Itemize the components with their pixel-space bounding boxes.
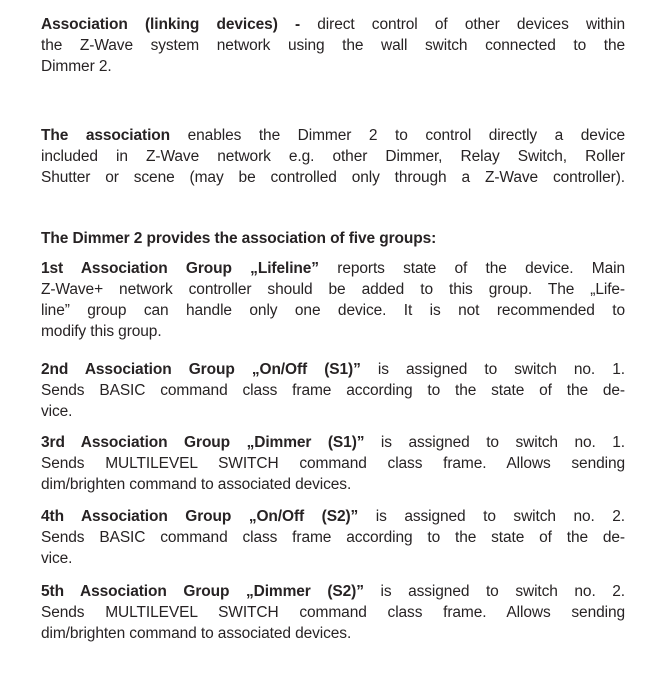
text-line	[41, 581, 625, 602]
text-run: vice.	[41, 550, 73, 567]
text-run: vice.	[41, 403, 73, 420]
text-run: reports state of the device. Main	[318, 260, 626, 277]
bold-run: 1st Association Group „Lifeline”	[41, 260, 319, 277]
text-line	[41, 146, 625, 167]
text-line	[41, 432, 625, 453]
text-line	[41, 14, 625, 35]
text-run: Sends MULTILEVEL SWITCH command class frame. Allows sending	[41, 455, 625, 472]
bold-run: 3rd Association Group „Dimmer (S1)”	[41, 434, 365, 451]
paragraph-group-3-dimmer-s1	[41, 432, 625, 495]
text-run: line” group can handle only one device. It is not recommended to	[41, 302, 625, 319]
paragraph-group-5-dimmer-s2	[41, 581, 625, 644]
groups-heading	[41, 228, 625, 249]
text-run: is assigned to switch no. 1.	[364, 434, 625, 451]
text-line	[41, 56, 625, 77]
text-line	[41, 167, 625, 188]
text-line	[41, 380, 625, 401]
bold-run: 2nd Association Group „On/Off (S1)”	[41, 361, 361, 378]
text-line	[41, 228, 625, 249]
paragraph-group-4-onoff-s2	[41, 506, 625, 569]
paragraph-association-function	[41, 125, 625, 188]
bold-run: The Dimmer 2 provides the association of five groups:	[41, 230, 437, 247]
text-line	[41, 623, 625, 644]
text-line	[41, 279, 625, 300]
text-line	[41, 35, 625, 56]
text-run: is assigned to switch no. 2.	[358, 508, 625, 525]
text-run: Sends BASIC command class frame according to the state of the de-	[41, 382, 625, 399]
text-line	[41, 602, 625, 623]
text-run: included in Z-Wave network e.g. other Dimmer, Relay Switch, Roller	[41, 148, 625, 165]
text-run: dim/brighten command to associated devices.	[41, 476, 352, 493]
text-line	[41, 401, 625, 422]
text-line	[41, 548, 625, 569]
text-run: is assigned to switch no. 2.	[363, 583, 625, 600]
bold-run: The association	[41, 127, 171, 144]
text-run: Sends BASIC command class frame according to the state of the de-	[41, 529, 625, 546]
bold-run: 4th Association Group „On/Off (S2)”	[41, 508, 359, 525]
text-line	[41, 474, 625, 495]
text-line	[41, 321, 625, 342]
text-line	[41, 300, 625, 321]
text-line	[41, 359, 625, 380]
paragraph-group-2-onoff-s1	[41, 359, 625, 422]
text-line	[41, 453, 625, 474]
text-line	[41, 527, 625, 548]
paragraph-association-definition	[41, 14, 625, 77]
text-run: direct control of other devices within	[300, 16, 625, 33]
bold-run: 5th Association Group „Dimmer (S2)”	[41, 583, 364, 600]
text-line	[41, 125, 625, 146]
text-run: enables the Dimmer 2 to control directly a device	[170, 127, 625, 144]
bold-run: Association (linking devices) -	[41, 16, 301, 33]
text-run: the Z-Wave system network using the wall switch connected to the	[41, 37, 625, 54]
text-run: Shutter or scene (may be controlled only through a Z-Wave controller).	[41, 169, 625, 186]
text-line	[41, 506, 625, 527]
text-line	[41, 258, 625, 279]
text-run: Z-Wave+ network controller should be added to this group. The „Life-	[41, 281, 625, 298]
text-run: modify this group.	[41, 323, 162, 340]
text-run: dim/brighten command to associated devices.	[41, 625, 352, 642]
paragraph-group-1-lifeline	[41, 258, 625, 342]
text-run: Dimmer 2.	[41, 58, 112, 75]
text-run: Sends MULTILEVEL SWITCH command class frame. Allows sending	[41, 604, 625, 621]
text-run: is assigned to switch no. 1.	[360, 361, 625, 378]
